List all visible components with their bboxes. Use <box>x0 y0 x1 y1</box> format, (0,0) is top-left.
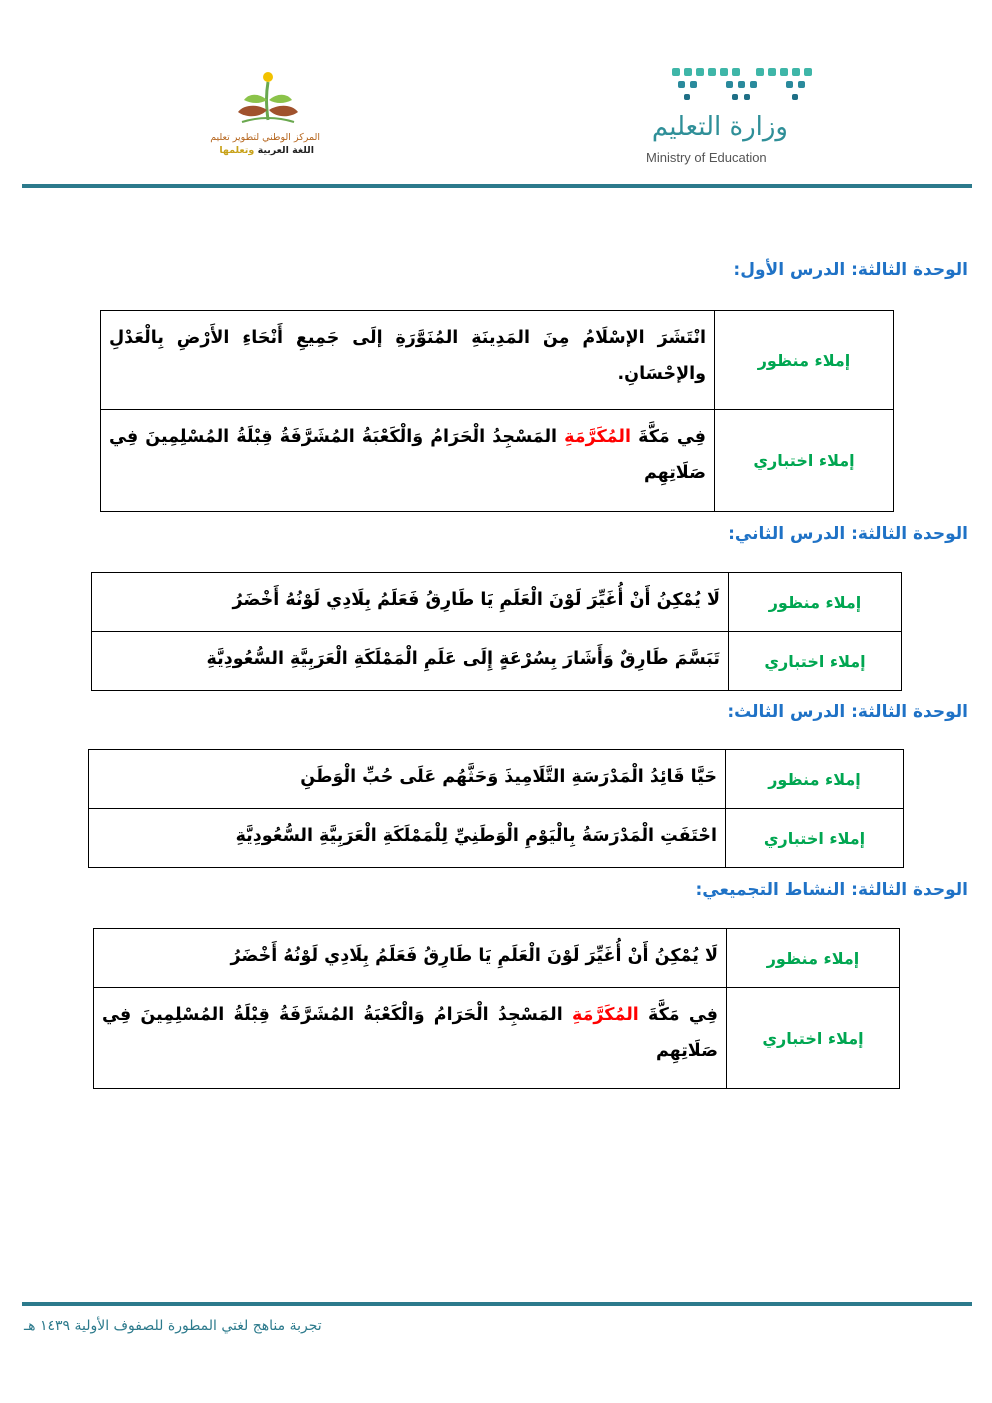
highlighted-word: المُكَرَّمَةِ <box>571 1005 639 1025</box>
row-text: تَبَسَّمَ طَارِقٌ وَأَشَارَ بِسُرْعَةٍ إِلَى عَلَمِ الْمَمْلَكَةِ الْعَرَبِيَّةِ السُّعُودِيَّةِ <box>92 632 729 691</box>
national-center-logo <box>212 70 322 170</box>
row-label: إملاء اختباري <box>726 809 904 868</box>
table-row <box>101 410 894 512</box>
ministry-name-english: Ministry of Education <box>646 150 767 165</box>
table-row <box>89 750 904 809</box>
activity-heading: الوحدة الثالثة: النشاط التجميعي: <box>695 880 968 900</box>
center-name-line2 <box>219 145 314 156</box>
footer-text: تجربة مناهج لغتي المطورة للصفوف الأولية ١٤٣٩ هـ <box>24 1318 322 1334</box>
header-divider <box>22 184 972 188</box>
row-text <box>94 988 727 1089</box>
ministry-name-arabic: وزارة التعليم <box>651 112 788 142</box>
lesson-1-table <box>100 310 894 512</box>
row-label: إملاء اختباري <box>727 988 900 1089</box>
row-label: إملاء منظور <box>727 929 900 988</box>
plant-book-icon <box>236 70 300 128</box>
table-row <box>94 988 900 1089</box>
text-segment: المَسْجِدُ الْحَرَامُ وَالْكَعْبَةُ المُشَرَّفَةُ قِبْلَةُ المُسْلِمِينَ فِي صَلَاتِهِم <box>102 1005 718 1061</box>
ministry-of-education-logo <box>640 64 800 174</box>
row-label: إملاء اختباري <box>729 632 902 691</box>
table-row <box>94 929 900 988</box>
row-text: احْتَفَتِ الْمَدْرَسَةُ بِالْيَوْمِ الْوَطَنِيِّ لِلْمَمْلَكَةِ الْعَرَبِيَّةِ السُّعُودِيَّةِ <box>89 809 726 868</box>
row-text: لَا يُمْكِنُ أَنْ أُغَيِّرَ لَوْنَ الْعَلَمِ يَا طَارِقُ فَعَلَمُ بِلَادِي لَوْنُهُ أَخْضَرُ <box>92 573 729 632</box>
row-label: إملاء منظور <box>729 573 902 632</box>
lesson-2-table <box>91 572 902 691</box>
highlighted-word: المُكَرَّمَةِ <box>564 427 631 447</box>
row-text: انْتَشَرَ الإسْلَامُ مِنَ المَدِينَةِ المُنَوَّرَةِ إلَى جَمِيعِ أَنْحَاءِ الأَرْضِ بِالْعَدْلِ والإحْسَانِ. <box>101 311 715 410</box>
table-row <box>89 809 904 868</box>
row-text: حَيَّا قَائِدُ الْمَدْرَسَةِ التَّلَامِيذَ وَحَثَّهُم عَلَى حُبِّ الْوَطَنِ <box>89 750 726 809</box>
row-text <box>101 410 715 512</box>
table-row <box>101 311 894 410</box>
lesson-2-heading: الوحدة الثالثة: الدرس الثاني: <box>728 524 968 544</box>
footer-divider <box>22 1302 972 1306</box>
text-segment: المَسْجِدُ الْحَرَامُ وَالْكَعْبَةُ المُشَرَّفَةُ قِبْلَةُ المُسْلِمِينَ فِي صَلَاتِهِم <box>109 427 706 483</box>
center-name-line1: المركز الوطني لتطوير تعليم <box>210 132 320 143</box>
center-name-line2-a: اللغة العربية <box>257 145 314 156</box>
row-label: إملاء منظور <box>715 311 894 410</box>
lesson-1-heading: الوحدة الثالثة: الدرس الأول: <box>733 260 968 280</box>
text-segment: فِي مَكَّةَ <box>638 427 706 447</box>
lesson-3-table <box>88 749 904 868</box>
row-label: إملاء منظور <box>726 750 904 809</box>
table-row <box>92 632 902 691</box>
row-text: لَا يُمْكِنُ أَنْ أُغَيِّرَ لَوْنَ الْعَلَمِ يَا طَارِقُ فَعَلَمُ بِلَادِي لَوْنُهُ أَخْضَرُ <box>94 929 727 988</box>
logo-dots-icon <box>672 66 818 106</box>
row-label: إملاء اختباري <box>715 410 894 512</box>
center-name-line2-b: وتعلمها <box>219 145 255 156</box>
text-segment: فِي مَكَّةَ <box>648 1005 719 1025</box>
lesson-3-heading: الوحدة الثالثة: الدرس الثالث: <box>727 702 968 722</box>
activity-table <box>93 928 900 1089</box>
table-row <box>92 573 902 632</box>
